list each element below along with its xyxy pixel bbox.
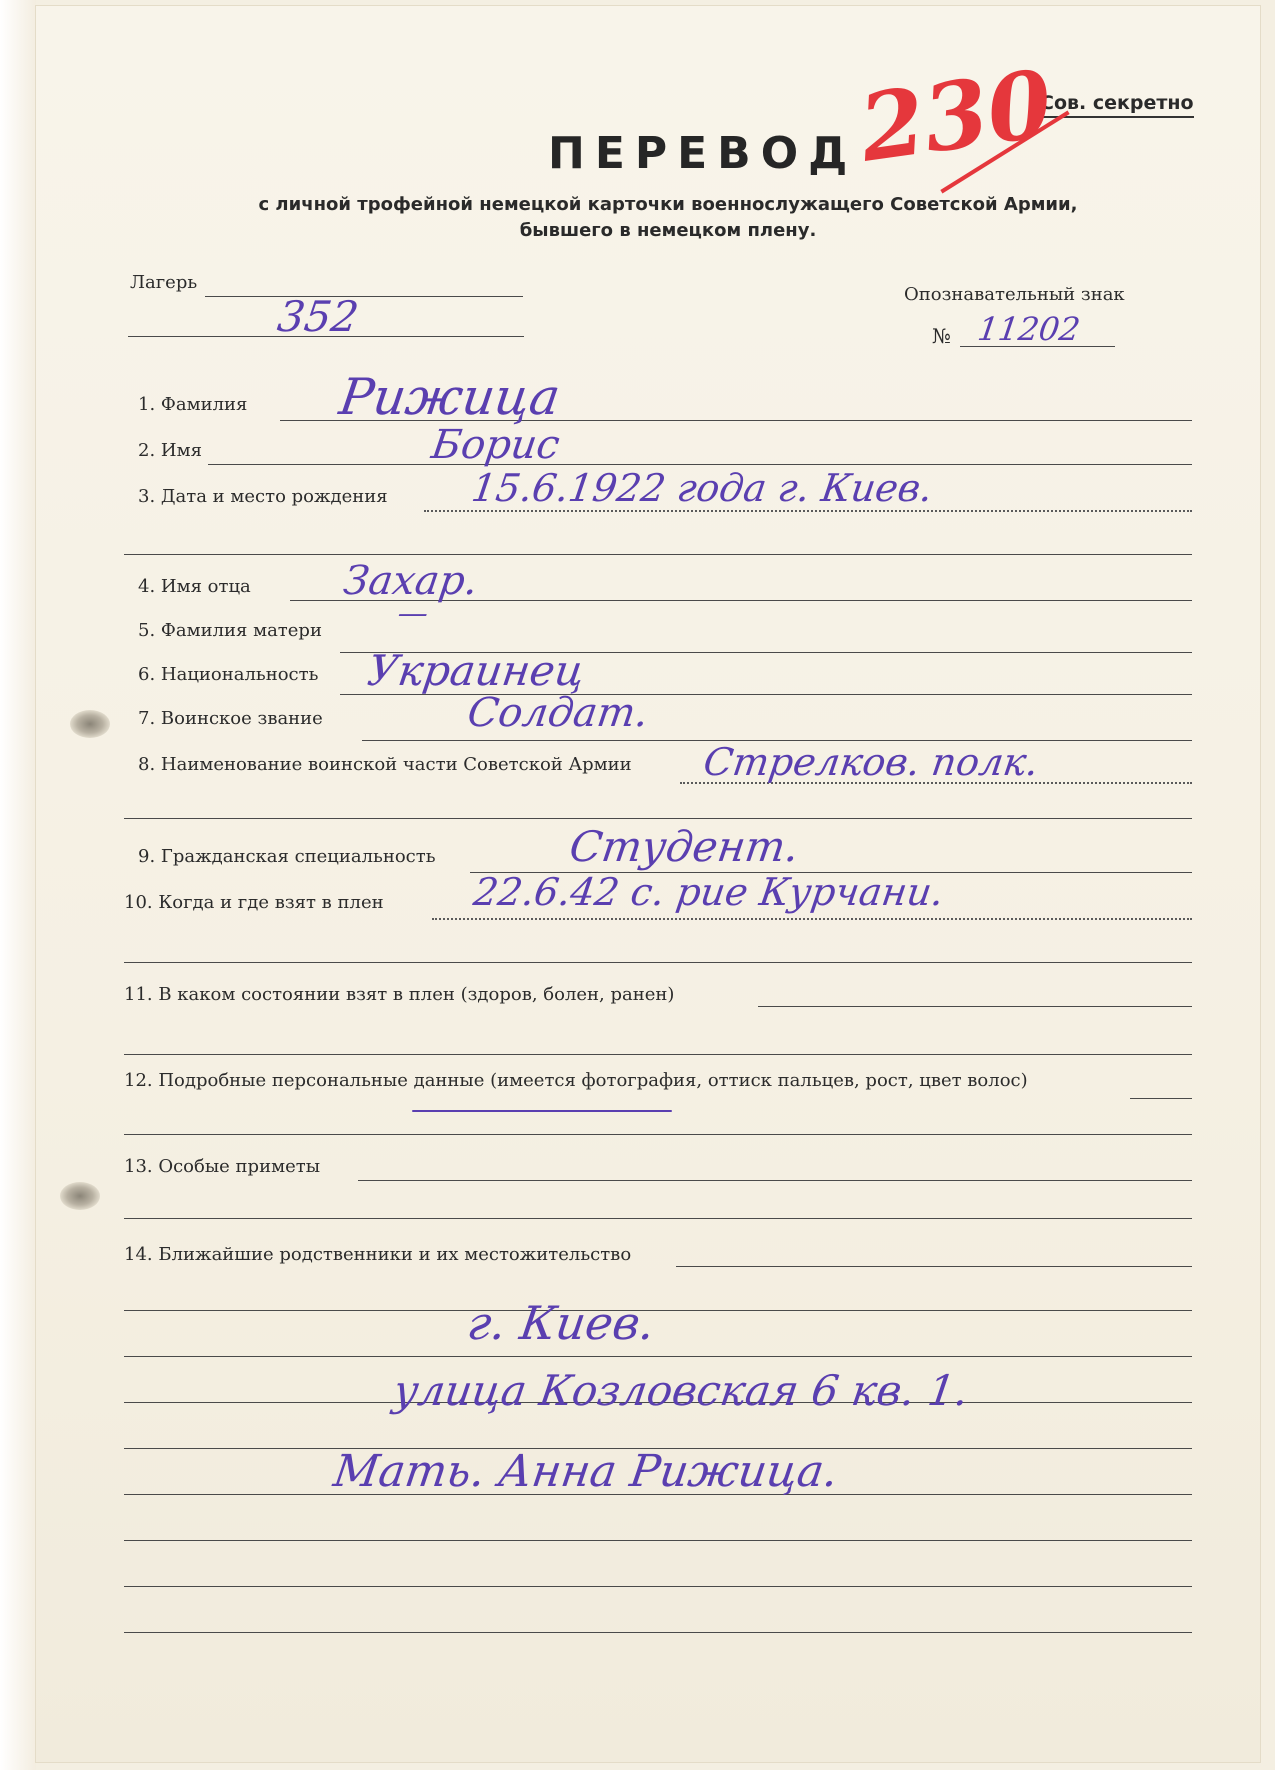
field-father-name-value: Захар. [340, 558, 481, 604]
id-mark-number: 11202 [975, 310, 1083, 348]
field-personal-data-line-2 [124, 1134, 1192, 1135]
field-captured-line [432, 918, 1192, 920]
field-special-marks-line-2 [124, 1218, 1192, 1219]
field-personal-data-line [1130, 1098, 1192, 1099]
field-mother-surname-label: 5. Фамилия матери [138, 620, 322, 641]
field-nationality-value: Украинец [364, 646, 588, 695]
id-mark-label: Опознавательный знак [904, 284, 1125, 305]
field-first-name-label: 2. Имя [138, 440, 202, 461]
ruled-line [124, 1586, 1192, 1587]
field-birth-label: 3. Дата и место рождения [138, 486, 388, 507]
punch-hole [70, 710, 110, 738]
red-registration-number: 230 [853, 49, 1059, 183]
field-mother-surname-value: — [395, 596, 431, 631]
field-captured-value: 22.6.42 с. рие Курчани. [470, 870, 947, 914]
relatives-city: г. Киев. [464, 1296, 659, 1350]
field-personal-data-label: 12. Подробные персональные данные (имеется фотография, оттиск пальцев, рост, цвет волос) [124, 1070, 1028, 1091]
field-father-name-label: 4. Имя отца [138, 576, 251, 597]
field-relatives-label: 14. Ближайшие родственники и их местожительство [124, 1244, 632, 1265]
field-unit-line-2 [124, 818, 1192, 819]
relatives-address: улица Козловская 6 кв. 1. [390, 1366, 972, 1415]
punch-hole [60, 1182, 100, 1210]
field-relatives-line [676, 1266, 1192, 1267]
camp-line-2 [128, 336, 524, 337]
field-birth-value: 15.6.1922 года г. Киев. [468, 466, 936, 510]
field-surname-label: 1. Фамилия [138, 394, 248, 415]
field-surname-value: Рижица [335, 368, 564, 426]
field-rank-value: Солдат. [464, 690, 652, 736]
field-civil-profession-value: Студент. [566, 822, 803, 871]
handwritten-underline [412, 1110, 672, 1112]
classification-label: Сов. секретно [1040, 92, 1194, 118]
ruled-line [124, 1356, 1192, 1357]
subtitle-line-1: с личной трофейной немецкой карточки военнослужащего Советской Армии, [258, 194, 1078, 215]
field-first-name-value: Борис [428, 422, 563, 468]
field-birth-line [424, 510, 1192, 512]
scan-edge [0, 0, 36, 1770]
camp-line [205, 296, 523, 297]
field-first-name-line [208, 464, 1192, 465]
field-captured-label: 10. Когда и где взят в плен [124, 892, 384, 913]
document-subtitle [238, 192, 1098, 244]
field-special-marks-label: 13. Особые приметы [124, 1156, 321, 1177]
id-mark-number-prefix: № [932, 324, 951, 348]
field-condition-label: 11. В каком состоянии взят в плен (здоров, болен, ранен) [124, 984, 675, 1005]
ruled-line [124, 1310, 1192, 1311]
field-condition-line-2 [124, 1054, 1192, 1055]
camp-value: 352 [274, 292, 362, 341]
field-rank-label: 7. Воинское звание [138, 708, 323, 729]
field-captured-line-2 [124, 962, 1192, 963]
camp-label: Лагерь [130, 272, 198, 293]
field-civil-profession-label: 9. Гражданская специальность [138, 846, 436, 867]
subtitle-line-2: бывшего в немецком плену. [519, 220, 817, 241]
relatives-mother: Мать. Анна Рижица. [330, 1446, 842, 1497]
field-birth-line-2 [124, 554, 1192, 555]
document-title: ПЕРЕВОД [548, 128, 858, 179]
field-unit-label: 8. Наименование воинской части Советской Армии [138, 754, 632, 775]
field-nationality-label: 6. Национальность [138, 664, 319, 685]
field-condition-line [758, 1006, 1192, 1007]
field-special-marks-line [358, 1180, 1192, 1181]
ruled-line [124, 1540, 1192, 1541]
field-unit-value: Стрелков. полк. [700, 740, 1042, 784]
ruled-line [124, 1632, 1192, 1633]
